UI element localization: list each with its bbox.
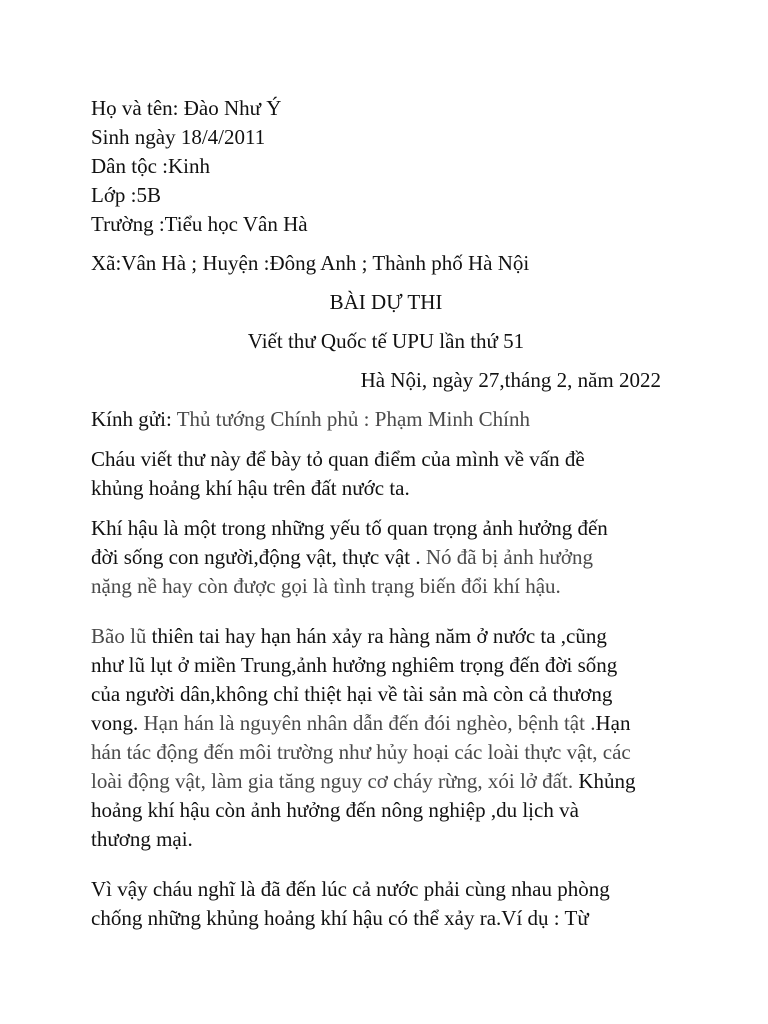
- paragraph-line: như lũ lụt ở miền Trung,ảnh hưởng nghiêm trọng đến đời sống: [91, 653, 618, 677]
- salutation-prefix: Kính gửi:: [91, 407, 172, 431]
- paragraph-line: đời sống con người,động vật, thực vật . Nó đã bị ảnh hưởng: [91, 545, 593, 569]
- document-page: [91, 94, 681, 933]
- paragraph-conclusion: [91, 875, 681, 933]
- paragraph-line: của người dân,không chỉ thiệt hại về tài sản mà còn cả thương: [91, 682, 613, 706]
- paragraph-climate: [91, 514, 681, 601]
- address-line: Xã:Vân Hà ; Huyện :Đông Anh ; Thành phố Hà Nội: [91, 251, 530, 275]
- paragraph-line: thương mại.: [91, 827, 193, 851]
- paragraph-line: Bão lũ thiên tai hay hạn hán xảy ra hàng năm ở nước ta ,cũng: [91, 624, 607, 648]
- paragraph-line: chống những khủng hoảng khí hậu có thể xảy ra.Ví dụ : Từ: [91, 906, 589, 930]
- paragraph-line: Khí hậu là một trong những yếu tố quan trọng ảnh hưởng đến: [91, 516, 608, 540]
- paragraph-line: nặng nề hay còn được gọi là tình trạng biến đổi khí hậu.: [91, 574, 561, 598]
- document-title: BÀI DỰ THI: [329, 290, 443, 314]
- paragraph-line: vong. Hạn hán là nguyên nhân dẫn đến đói nghèo, bệnh tật .Hạn: [91, 711, 631, 735]
- paragraph-intro: [91, 445, 681, 503]
- birth-line: Sinh ngày 18/4/2011: [91, 125, 266, 149]
- salutation: [91, 405, 681, 434]
- school-line: Trường :Tiểu học Vân Hà: [91, 212, 308, 236]
- paragraph-disasters: [91, 622, 681, 854]
- date-line: Hà Nội, ngày 27,tháng 2, năm 2022: [360, 368, 661, 392]
- name-line: Họ và tên: Đào Như Ý: [91, 96, 282, 120]
- salutation-recipient: Thủ tướng Chính phủ : Phạm Minh Chính: [176, 407, 530, 431]
- paragraph-line: Cháu viết thư này để bày tỏ quan điểm của mình về vấn đề: [91, 447, 585, 471]
- class-line: Lớp :5B: [91, 183, 162, 207]
- paragraph-line: hán tác động đến môi trường như hủy hoại các loài thực vật, các: [91, 740, 631, 764]
- paragraph-line: khủng hoảng khí hậu trên đất nước ta.: [91, 476, 410, 500]
- paragraph-line: hoảng khí hậu còn ảnh hưởng đến nông nghiệp ,du lịch và: [91, 798, 579, 822]
- paragraph-line: loài động vật, làm gia tăng nguy cơ cháy rừng, xói lở đất. Khủng: [91, 769, 636, 793]
- ethnicity-line: Dân tộc :Kinh: [91, 154, 210, 178]
- document-subtitle: Viết thư Quốc tế UPU lần thứ 51: [247, 329, 525, 353]
- paragraph-line: Vì vậy cháu nghĩ là đã đến lúc cả nước phải cùng nhau phòng: [91, 877, 610, 901]
